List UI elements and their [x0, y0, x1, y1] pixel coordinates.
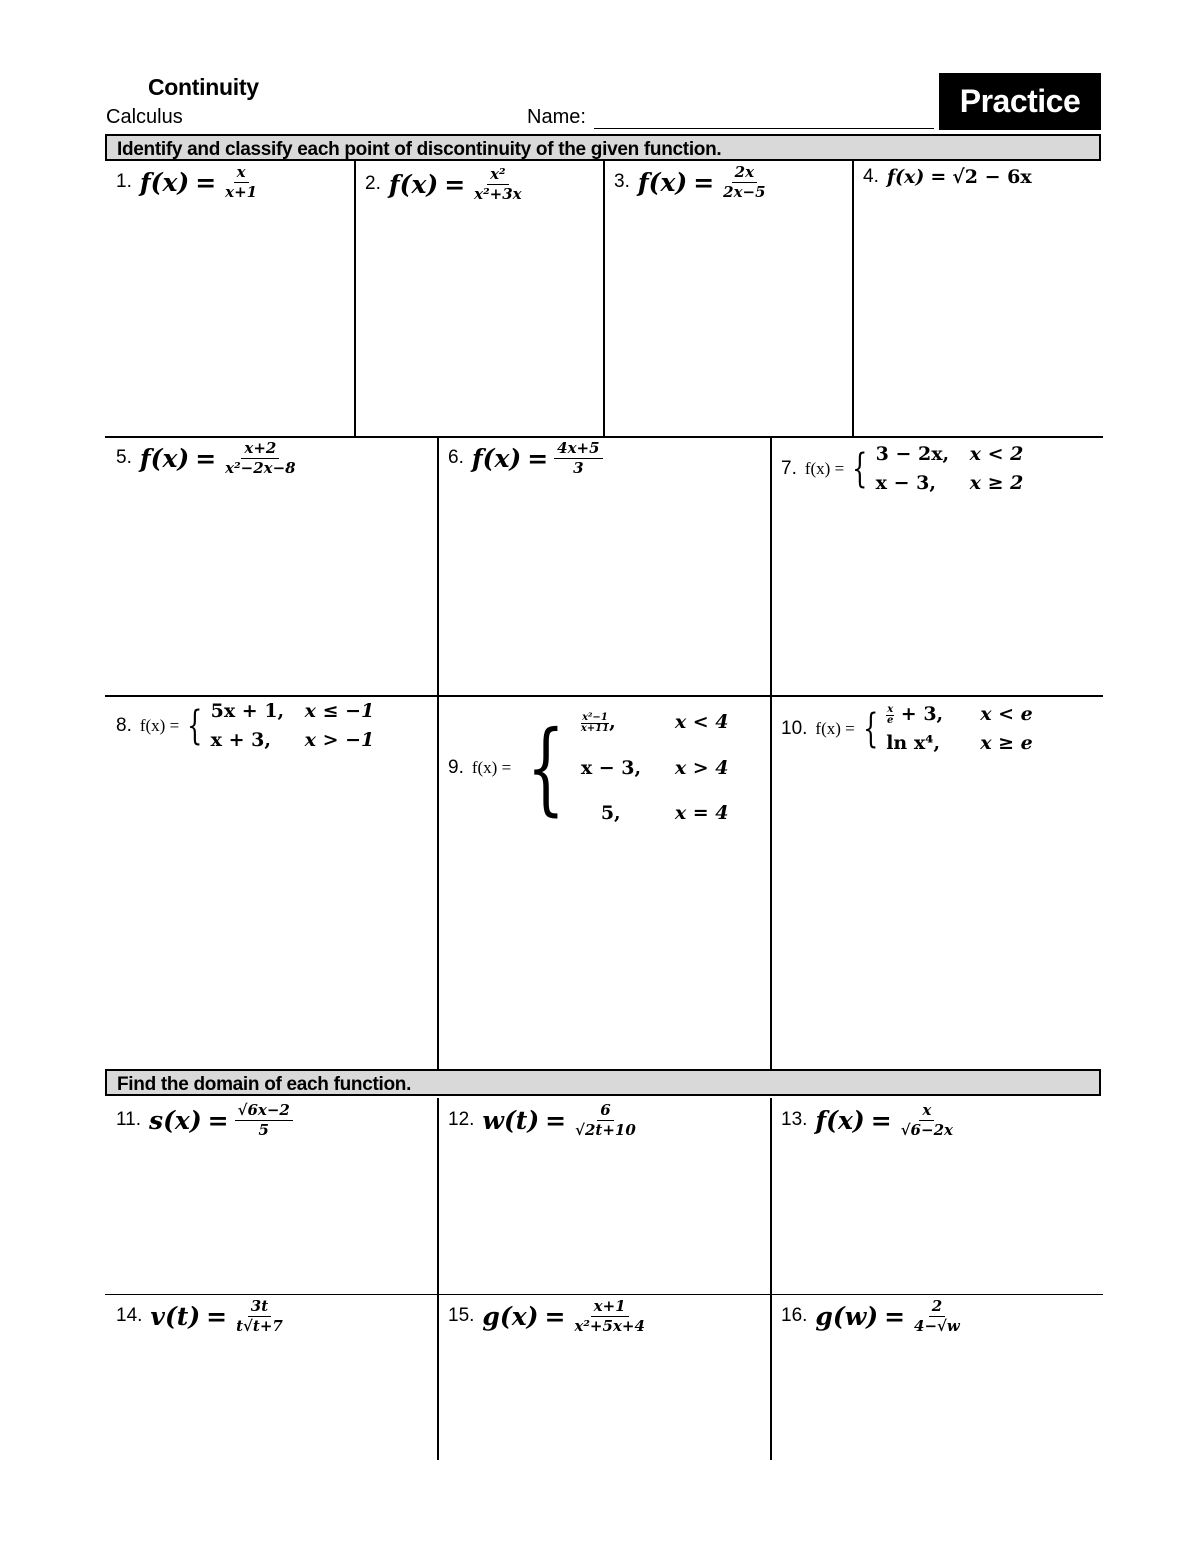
denominator: 2x−5 — [723, 182, 766, 201]
function-name: f(x) — [471, 443, 522, 473]
problem-15 — [448, 1298, 648, 1334]
problem-1 — [116, 164, 260, 200]
case-row — [876, 469, 1024, 498]
grid-divider — [437, 437, 439, 1069]
problem-9 — [448, 700, 729, 837]
numerator: 3t — [248, 1298, 271, 1317]
problem-number: 3. — [614, 171, 630, 192]
problem-number: 4. — [863, 166, 879, 187]
fraction — [235, 1102, 293, 1138]
page-title: Continuity — [148, 74, 259, 100]
numerator: 2 — [929, 1298, 945, 1317]
fraction — [233, 1298, 286, 1334]
problem-number: 2. — [365, 173, 381, 194]
piecewise-cases — [211, 697, 375, 754]
denominator: 5 — [258, 1120, 269, 1139]
problem-7 — [781, 440, 1023, 497]
denominator: x²+5x+4 — [574, 1316, 645, 1335]
piecewise-cases — [886, 700, 1033, 757]
function-name: f(x) — [886, 166, 925, 188]
equals-sign: = — [693, 167, 715, 197]
grid-divider — [603, 161, 605, 437]
numerator: x — [887, 703, 894, 715]
problem-11 — [116, 1102, 293, 1138]
case-row — [211, 697, 375, 726]
case-comma: , — [609, 711, 616, 733]
problem-number: 9. — [448, 757, 464, 779]
name-field[interactable] — [594, 128, 934, 129]
fraction — [898, 1102, 956, 1138]
section-instruction-domain: Find the domain of each function. — [105, 1069, 1101, 1096]
fraction — [222, 440, 298, 476]
problem-number: 14. — [116, 1305, 143, 1326]
case-condition: x < e — [980, 703, 1033, 725]
brace: { — [852, 445, 868, 492]
problem-number: 13. — [781, 1109, 808, 1130]
case-row — [581, 700, 729, 746]
fraction — [720, 164, 768, 200]
problem-16 — [781, 1298, 963, 1334]
numerator: 2x — [732, 164, 757, 183]
case-row — [876, 440, 1024, 469]
denominator: x+11 — [580, 722, 610, 734]
denominator: t√t+7 — [236, 1316, 283, 1335]
piecewise-cases — [876, 440, 1024, 497]
problem-number: 7. — [781, 457, 797, 479]
function-name: f(x) — [139, 167, 190, 197]
case-condition: x > 4 — [674, 756, 729, 779]
problem-10 — [781, 700, 1033, 757]
numerator: x+1 — [591, 1298, 629, 1317]
denominator: 3 — [573, 458, 584, 477]
denominator: x+1 — [225, 182, 258, 201]
numerator: x+2 — [241, 440, 279, 459]
piecewise-cases — [581, 700, 729, 837]
function-lhs: f(x) = — [804, 458, 845, 478]
grid-divider — [437, 1098, 439, 1460]
function-name: f(x) — [139, 443, 190, 473]
case-expression: ln x⁴, — [886, 731, 941, 754]
function-name: f(x) — [388, 169, 439, 199]
numerator: x — [919, 1102, 934, 1121]
numerator: x² — [487, 166, 509, 185]
brace: { — [862, 705, 879, 752]
name-label: Name: — [527, 106, 586, 128]
function-lhs: f(x) = — [471, 758, 512, 778]
fraction — [911, 1298, 963, 1334]
case-condition: x ≥ e — [980, 731, 1033, 754]
case-expression: x + 3, — [210, 728, 271, 751]
grid-divider — [354, 161, 356, 437]
equals-sign: = — [195, 167, 217, 197]
problem-number: 10. — [781, 717, 808, 739]
case-expression: 5, — [600, 802, 621, 825]
function-lhs: f(x) = — [139, 715, 180, 735]
fraction — [581, 713, 609, 734]
problem-13 — [781, 1102, 956, 1138]
problem-number: 8. — [116, 714, 132, 736]
section-instruction-discontinuity: Identify and classify each point of discontinuity of the given function. — [105, 134, 1101, 161]
problem-12 — [448, 1102, 639, 1138]
equals-sign: = — [527, 443, 549, 473]
numerator: 6 — [597, 1102, 613, 1121]
numerator: x — [234, 164, 249, 183]
grid-divider — [852, 161, 854, 437]
function-name: f(x) — [815, 1105, 865, 1135]
problem-4 — [863, 166, 1032, 188]
function-name: g(w) — [815, 1301, 879, 1331]
course-label: Calculus — [106, 106, 183, 128]
case-row — [886, 729, 1033, 758]
denominator: 4−√w — [914, 1316, 960, 1335]
problem-number: 15. — [448, 1305, 475, 1326]
numerator: 4x+5 — [554, 440, 602, 459]
case-condition: x < 2 — [969, 443, 1024, 465]
radical-expression: √2 − 6x — [952, 166, 1032, 188]
problem-number: 16. — [781, 1305, 808, 1326]
problem-3 — [614, 164, 769, 200]
case-expression-rest: + 3, — [900, 703, 944, 725]
equals-sign: = — [545, 1105, 567, 1135]
case-condition: x ≤ −1 — [304, 700, 375, 722]
problem-number: 11. — [116, 1109, 142, 1130]
practice-badge: Practice — [939, 73, 1101, 130]
denominator: √2t+10 — [575, 1120, 636, 1139]
case-expression: x − 3, — [580, 756, 642, 779]
problem-6 — [448, 440, 603, 476]
case-row — [211, 726, 375, 755]
problem-number: 5. — [116, 447, 132, 468]
case-expression — [886, 700, 966, 729]
grid-divider — [770, 437, 772, 1069]
equals-sign: = — [195, 443, 217, 473]
fraction — [222, 164, 260, 200]
equals-sign: = — [207, 1105, 229, 1135]
grid-divider — [105, 1294, 1103, 1295]
problem-8 — [116, 697, 374, 754]
numerator: √6x−2 — [235, 1102, 293, 1121]
grid-divider — [770, 1098, 772, 1460]
case-condition: x < 4 — [674, 711, 729, 733]
function-name: g(x) — [482, 1301, 539, 1331]
fraction — [571, 1298, 647, 1334]
equals-sign: = — [930, 166, 947, 188]
function-name: f(x) — [637, 167, 688, 197]
equals-sign: = — [206, 1301, 228, 1331]
fraction — [554, 440, 602, 476]
fraction — [886, 705, 894, 726]
case-condition: x = 4 — [674, 802, 729, 825]
function-name: s(x) — [149, 1105, 202, 1135]
function-name: v(t) — [150, 1301, 201, 1331]
problem-number: 1. — [116, 171, 132, 192]
problem-number: 12. — [448, 1109, 475, 1130]
denominator: x²+3x — [474, 184, 522, 203]
brace: { — [526, 709, 566, 827]
case-row — [581, 791, 729, 837]
case-expression — [581, 700, 661, 746]
case-expression: 5x + 1, — [210, 700, 285, 722]
case-condition: x ≥ 2 — [969, 471, 1024, 494]
denominator: e — [887, 714, 894, 726]
numerator: x²−1 — [582, 711, 608, 723]
brace: { — [187, 702, 203, 749]
grid-divider — [105, 436, 1103, 438]
denominator: x²−2x−8 — [225, 458, 296, 477]
case-row — [581, 746, 729, 792]
fraction — [471, 166, 524, 202]
fraction — [572, 1102, 639, 1138]
equals-sign: = — [884, 1301, 906, 1331]
equals-sign: = — [544, 1301, 566, 1331]
case-expression: x − 3, — [875, 471, 936, 494]
function-lhs: f(x) = — [815, 718, 855, 738]
problem-number: 6. — [448, 447, 464, 468]
denominator: √6−2x — [900, 1120, 953, 1139]
equals-sign: = — [870, 1105, 892, 1135]
case-condition: x > −1 — [304, 728, 375, 751]
case-expression: 3 − 2x, — [875, 443, 950, 465]
problem-14 — [116, 1298, 286, 1334]
function-name: w(t) — [482, 1105, 540, 1135]
equals-sign: = — [444, 169, 466, 199]
case-row — [886, 700, 1033, 729]
problem-2 — [365, 166, 525, 202]
problem-5 — [116, 440, 299, 476]
